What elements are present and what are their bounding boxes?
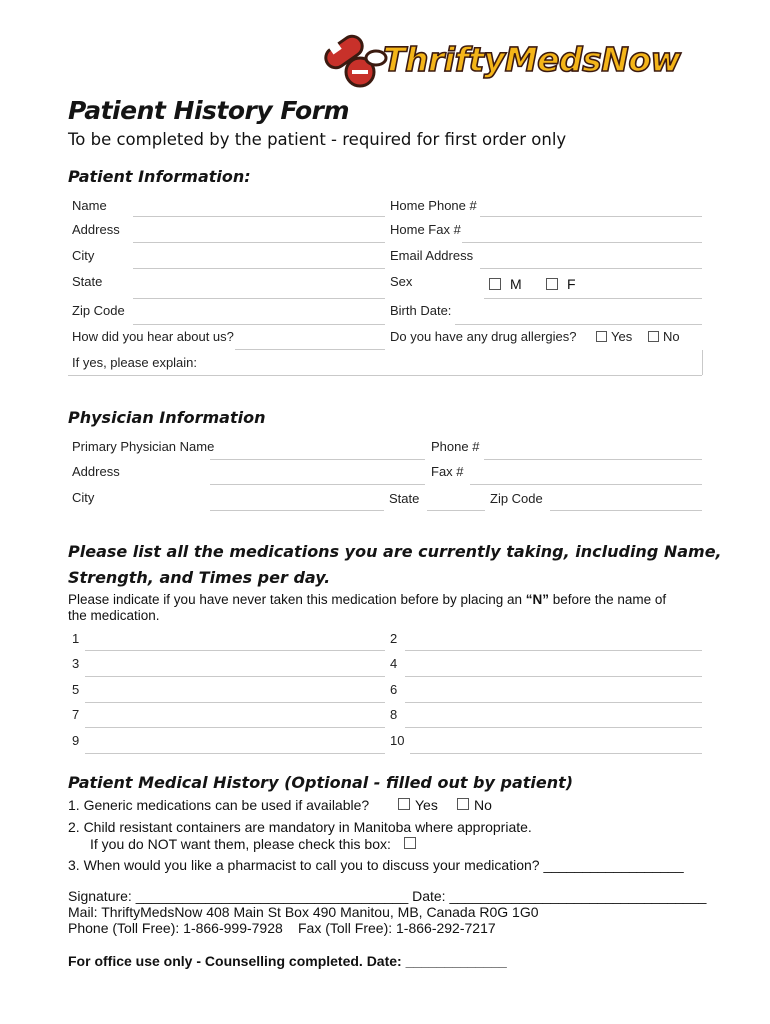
field-medication-6[interactable] [405,702,702,703]
signature-line[interactable]: Signature: ___________________________________ Date: _________________________________ [68,888,707,904]
field-city[interactable] [133,268,385,269]
section-heading-physician-info: Physician Information [68,408,266,427]
field-name[interactable] [133,216,385,217]
field-medication-5[interactable] [85,702,385,703]
label-allergies-no: No [663,329,680,344]
field-medication-8[interactable] [405,727,702,728]
field-physician-address[interactable] [210,484,425,485]
field-medication-1[interactable] [85,650,385,651]
field-physician-city[interactable] [210,510,384,511]
office-use-line: For office use only - Counselling completed. Date: _____________ [68,953,507,969]
label-explain: If yes, please explain: [72,355,198,370]
sex-row-rule [484,298,702,299]
label-generic-no: No [474,797,492,813]
label-physician-state: State [389,491,420,506]
label-physician-name: Primary Physician Name [72,439,215,454]
note-text-after: before the name of [549,592,667,607]
label-birth-date: Birth Date: [390,303,452,318]
label-city: City [72,248,95,263]
med-number-4: 4 [390,656,398,671]
label-physician-zip: Zip Code [490,491,543,506]
phone-toll-free: Phone (Toll Free): 1-866-999-7928 [68,920,283,936]
med-number-3: 3 [72,656,80,671]
label-physician-city: City [72,490,95,505]
med-number-10: 10 [390,733,405,748]
question-containers-line2: If you do NOT want them, please check this box: [90,836,391,852]
section-heading-patient-info: Patient Information: [68,167,251,186]
page-title: Patient History Form [68,96,350,125]
label-sex-f: F [567,276,576,292]
label-address: Address [72,222,120,237]
medications-note-line1 [68,592,666,607]
field-medication-2[interactable] [405,650,702,651]
label-physician-address: Address [72,464,120,479]
page-subtitle: To be completed by the patient - required for first order only [68,130,567,149]
med-number-6: 6 [390,682,398,697]
field-medication-9[interactable] [85,753,385,754]
field-address[interactable] [133,242,385,243]
med-number-7: 7 [72,707,80,722]
label-physician-fax: Fax # [431,464,464,479]
section-heading-medications-line1: Please list all the medications you are currently taking, including Name, [68,542,722,561]
field-physician-zip[interactable] [550,510,702,511]
fax-toll-free: Fax (Toll Free): 1-866-292-7217 [298,920,496,936]
label-name: Name [72,198,107,213]
label-home-phone: Home Phone # [390,198,477,213]
medications-note-line2: the medication. [68,608,160,623]
label-home-fax: Home Fax # [390,222,461,237]
question-generic: 1. Generic medications can be used if available? [68,797,370,813]
field-medication-4[interactable] [405,676,702,677]
field-state[interactable] [133,298,385,299]
checkbox-generic-no[interactable] [457,798,469,810]
field-medication-10[interactable] [410,753,702,754]
label-sex-m: M [510,276,522,292]
note-text-before: Please indicate if you have never taken this medication before by placing an [68,592,526,607]
label-allergies: Do you have any drug allergies? [390,329,577,344]
section-heading-medications-line2: Strength, and Times per day. [68,568,331,587]
field-email[interactable] [480,268,702,269]
field-physician-state[interactable] [427,510,485,511]
field-hear-about[interactable] [235,349,385,350]
field-home-phone[interactable] [480,216,702,217]
checkbox-sex-f[interactable] [546,278,558,290]
label-state: State [72,274,103,289]
label-email: Email Address [390,248,474,263]
field-medication-3[interactable] [85,676,385,677]
checkbox-no-child-resistant[interactable] [404,837,416,849]
med-number-8: 8 [390,707,398,722]
question-call-time: 3. When would you like a pharmacist to call you to discuss your medication? __________________ [68,857,684,873]
checkbox-generic-yes[interactable] [398,798,410,810]
label-zip: Zip Code [72,303,125,318]
logo-text[interactable]: ThriftyMedsNow [383,40,681,79]
med-number-9: 9 [72,733,80,748]
med-number-1: 1 [72,631,80,646]
field-explain[interactable] [68,375,702,376]
checkbox-allergies-no[interactable] [648,331,659,342]
label-allergies-yes: Yes [611,329,633,344]
mail-address: Mail: ThriftyMedsNow 408 Main St Box 490 Manitou, MB, Canada R0G 1G0 [68,904,539,920]
label-sex: Sex [390,274,413,289]
note-text-bold: “N” [525,592,550,607]
med-number-2: 2 [390,631,398,646]
question-containers-line1: 2. Child resistant containers are mandatory in Manitoba where appropriate. [68,819,532,835]
field-medication-7[interactable] [85,727,385,728]
checkbox-sex-m[interactable] [489,278,501,290]
field-birth-date[interactable] [455,324,702,325]
field-physician-name[interactable] [210,459,425,460]
label-physician-phone: Phone # [431,439,480,454]
label-hear-about: How did you hear about us? [72,329,234,344]
checkbox-allergies-yes[interactable] [596,331,607,342]
explain-box-edge [702,350,703,375]
label-generic-yes: Yes [415,797,438,813]
med-number-5: 5 [72,682,80,697]
field-physician-phone[interactable] [484,459,702,460]
section-heading-medical-history: Patient Medical History (Optional - filled out by patient) [68,773,574,792]
field-home-fax[interactable] [462,242,702,243]
field-physician-fax[interactable] [470,484,702,485]
field-zip[interactable] [133,324,385,325]
